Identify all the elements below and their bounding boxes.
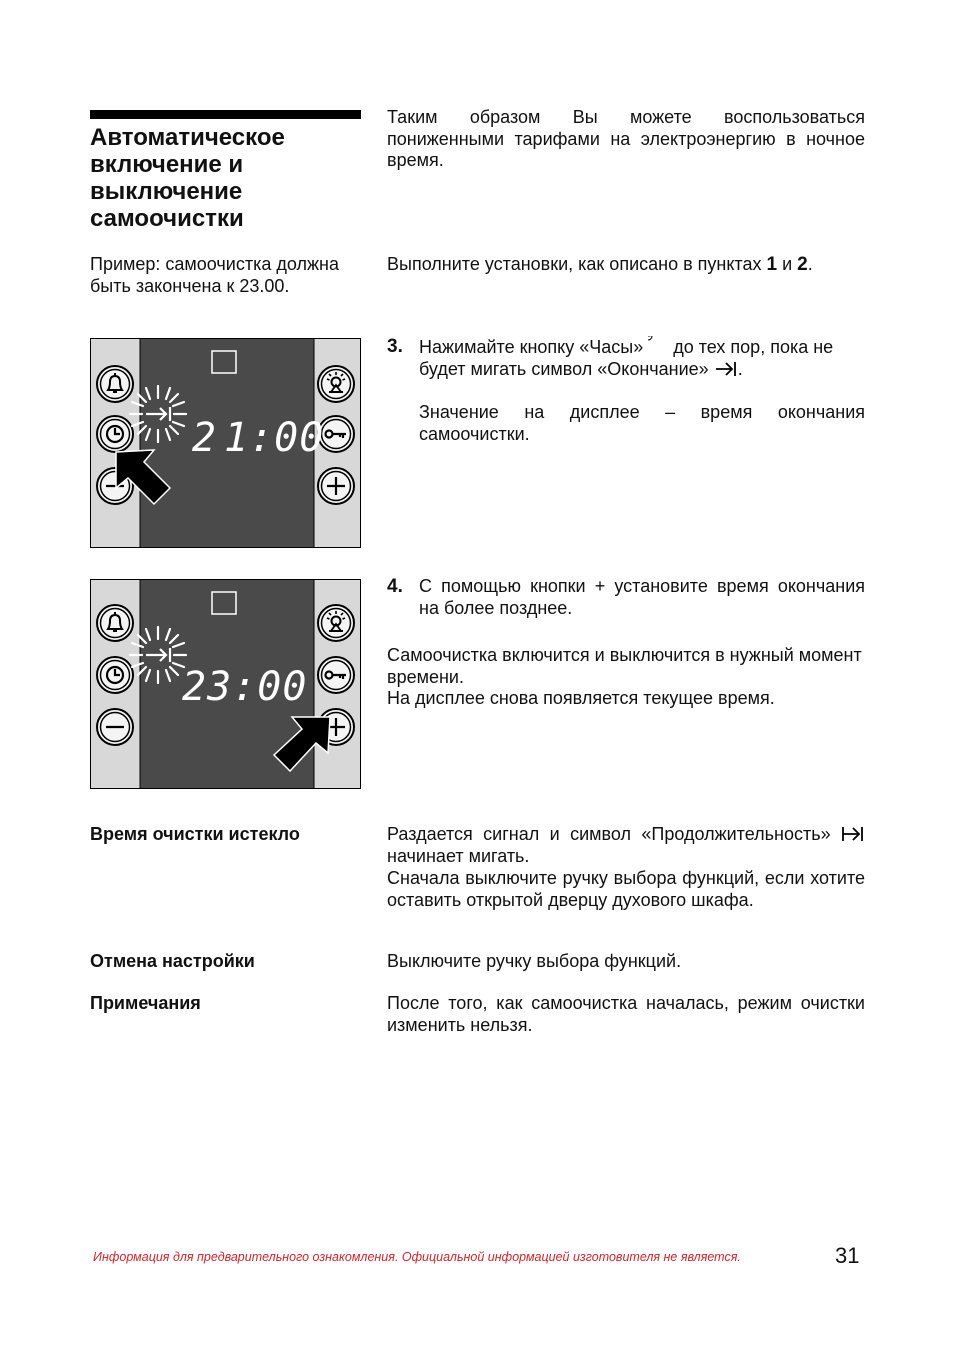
page-title: Автоматическое включение и выключение самоочистки [90, 124, 285, 232]
control-panel-1 [90, 338, 361, 548]
section-text-time-expired-1 [387, 824, 865, 867]
step-ref-2: 2 [797, 254, 808, 275]
display-time: 23:00 [182, 664, 308, 710]
time-expired-text-b: начинает мигать. [387, 845, 530, 866]
display-time-hour: 2 [191, 415, 216, 461]
section-label-time-expired: Время очистки истекло [90, 824, 300, 844]
plus-button[interactable] [316, 466, 356, 506]
section-label-cancel: Отмена настройки [90, 951, 255, 971]
step4-text: С помощью кнопки + установите время окончания на более позднее. [419, 576, 865, 618]
step3-part2: до тех пор, пока не будет мигать символ «Окончание» [419, 337, 834, 379]
step4-result-1: Самоочистка включится и выключится в нужный момент времени. [387, 645, 862, 687]
control-panel-2 [90, 579, 361, 789]
step3-number: 3. [387, 336, 403, 357]
example-text: Пример: самоочистка должна быть закончена к 23.00. [90, 254, 339, 296]
minus-button[interactable] [95, 707, 135, 747]
section-rule [90, 110, 361, 119]
intro-text: Таким образом Вы можете воспользоваться пониженными тарифами на электроэнергию в ночное время. [387, 107, 865, 170]
step-ref-1: 1 [766, 254, 778, 275]
page-number: 31 [835, 1243, 860, 1268]
settings-text: Выполните установки, как описано в пунктах [387, 254, 762, 274]
blink-rays-icon [128, 625, 188, 685]
display-time-rest: 1:00 [224, 415, 325, 461]
light-button[interactable] [316, 364, 356, 404]
blink-rays-icon [128, 384, 188, 444]
step3-note: Значение на дисплее – время окончания самоочистки. [419, 402, 865, 444]
step3-part1: Нажимайте кнопку «Часы» [419, 337, 644, 357]
step3-text [419, 336, 865, 380]
pointer-arrow-icon [272, 711, 338, 777]
key-button[interactable] [316, 655, 356, 695]
settings-conj: и [782, 254, 793, 274]
pointer-arrow-icon [108, 442, 174, 506]
section-label-notes: Примечания [90, 993, 201, 1013]
step4-result-2: На дисплее снова появляется текущее время. [387, 688, 775, 708]
light-button[interactable] [316, 603, 356, 643]
step3-end: . [737, 358, 743, 379]
section-text-cancel: Выключите ручку выбора функций. [387, 951, 682, 971]
end-time-icon [714, 360, 738, 378]
time-expired-text-a: Раздается сигнал и символ «Продолжительность» [387, 824, 831, 844]
footer-disclaimer: Информация для предварительного ознакомления. Официальной информацией изготовителя не является. [93, 1250, 741, 1264]
step4-number: 4. [387, 576, 403, 597]
settings-instruction [387, 254, 865, 276]
clock-icon [648, 336, 668, 356]
settings-end: . [807, 254, 813, 274]
section-text-time-expired-2: Сначала выключите ручку выбора функций, если хотите оставить открытой дверцу духового шкафа. [387, 868, 865, 910]
duration-icon [841, 825, 865, 843]
section-text-notes: После того, как самоочистка началась, режим очистки изменить нельзя. [387, 993, 865, 1035]
